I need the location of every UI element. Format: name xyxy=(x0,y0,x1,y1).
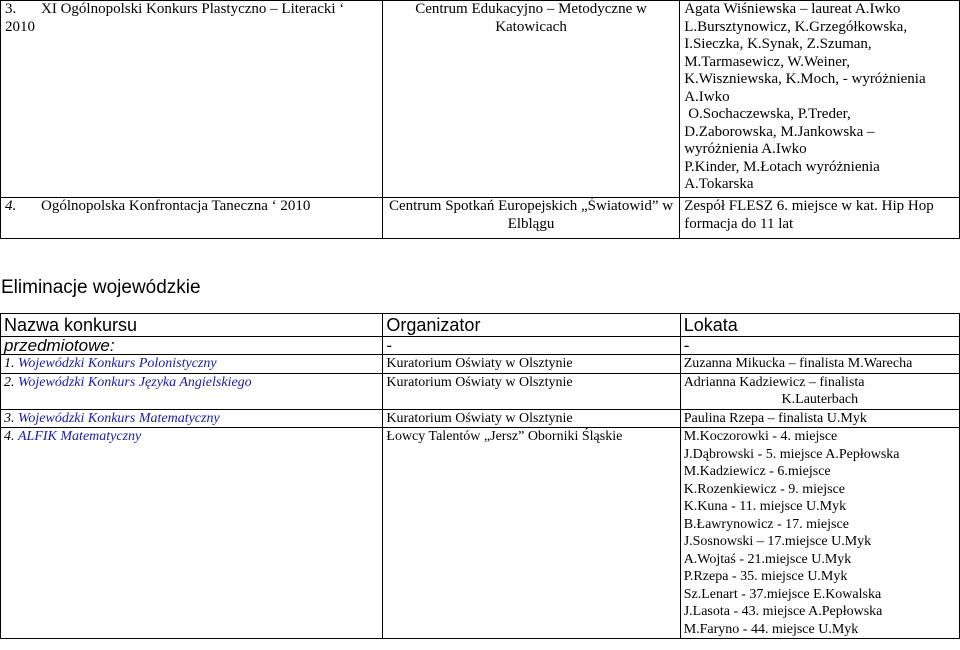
organizer-cell: Kuratorium Oświaty w Olsztynie xyxy=(383,409,680,428)
result-line: D.Zaborowska, M.Jankowska – xyxy=(684,123,875,140)
row-number: 4. xyxy=(4,429,15,444)
result-line: P.Rzepa - 35. miejsce U.Myk xyxy=(683,569,848,584)
table-row xyxy=(1,1,960,198)
result-line: A.Tokarska xyxy=(684,176,754,192)
table-row xyxy=(1,409,960,428)
result-line: P.Kinder, M.Łotach wyróżnienia xyxy=(684,158,880,175)
results-cell xyxy=(680,409,959,428)
subheader-place: - xyxy=(680,337,959,355)
row-number: 3. xyxy=(5,1,17,17)
result-line: K.Kuna - 11. miejsce U.Myk xyxy=(683,499,847,514)
results-cell xyxy=(680,198,960,239)
competition-name: ALFIK Matematyczny xyxy=(18,429,142,444)
result-line: K.Lauterbach xyxy=(781,392,859,407)
organizer-cell xyxy=(382,1,679,198)
result-line: Paulina Rzepa – finalista U.Myk xyxy=(683,410,867,426)
result-line: M.Kadziewicz - 6.miejsce xyxy=(683,464,831,479)
competition-results-table-regional xyxy=(0,313,960,639)
result-line: Sz.Lenart - 37.miejsce E.Kowalska xyxy=(683,586,882,602)
results-cell xyxy=(680,428,959,639)
competition-results-table-national xyxy=(0,0,960,239)
result-line: J.Dąbrowski - 5. miejsce A.Pepłowska xyxy=(683,446,900,462)
competition-name-cell xyxy=(1,428,383,639)
result-line: K.Wiszniewska, K.Moch, - wyróżnienia xyxy=(684,71,926,87)
organizer-cell xyxy=(382,198,679,239)
competition-name-cell xyxy=(1,355,383,374)
result-line: Zuzanna Mikucka – finalista M.Warecha xyxy=(683,356,913,371)
competition-name: Wojewódzki Konkurs Języka Angielskiego xyxy=(18,374,252,390)
competition-name-cell xyxy=(1,409,383,428)
column-header-name: Nazwa konkursu xyxy=(1,314,383,337)
result-line: J.Sosnowski – 17.miejsce U.Myk xyxy=(683,534,872,549)
organizer-name: Centrum Edukacyjno – Metodyczne w Katowicach xyxy=(415,1,647,35)
organizer-name: Centrum Spotkań Europejskich „Światowid” w Elblągu xyxy=(388,198,674,232)
result-line: B.Ławrynowicz - 17. miejsce xyxy=(683,516,849,532)
competition-name-cell xyxy=(1,373,383,409)
row-number: 2. xyxy=(4,374,15,390)
table-header-row xyxy=(1,314,960,337)
competition-name: Wojewódzki Konkurs Polonistyczny xyxy=(18,356,217,371)
result-line: A.Iwko xyxy=(684,88,730,105)
subheader-organizer: - xyxy=(383,337,680,355)
table-subheader-row xyxy=(1,337,960,355)
result-line: M.Tarmasewicz, W.Weiner, xyxy=(684,53,851,70)
result-line: Zespół FLESZ 6. miejsce w kat. Hip Hop xyxy=(684,198,934,214)
organizer-cell: Kuratorium Oświaty w Olsztynie xyxy=(383,355,680,374)
table-row xyxy=(1,428,960,639)
result-line: O.Sochaczewska, P.Treder, xyxy=(688,106,851,122)
row-number: 1. xyxy=(4,356,15,371)
competition-name: Wojewódzki Konkurs Matematyczny xyxy=(18,410,220,426)
result-line: M.Faryno - 44. miejsce U.Myk xyxy=(683,621,859,637)
column-header-place: Lokata xyxy=(680,314,959,337)
competition-name: Ogólnopolska Konfrontacja Taneczna ‘ 2010 xyxy=(41,198,311,214)
results-cell xyxy=(680,373,959,409)
results-cell xyxy=(680,1,960,198)
table-row xyxy=(1,373,960,409)
row-number: 3. xyxy=(4,410,15,426)
result-line: K.Rozenkiewicz - 9. miejsce xyxy=(683,481,846,497)
organizer-cell: Kuratorium Oświaty w Olsztynie xyxy=(383,373,680,409)
organizer-cell: Łowcy Talentów „Jersz” Oborniki Śląskie xyxy=(383,428,680,639)
result-line: M.Koczorowki - 4. miejsce xyxy=(683,429,838,444)
subheader-category-label: przedmiotowe: xyxy=(4,336,115,355)
result-line: Agata Wiśniewska – laureat A.Iwko xyxy=(684,1,901,17)
column-header-organizer: Organizator xyxy=(383,314,680,337)
section-title: Eliminacje wojewódzkie xyxy=(1,277,201,298)
table-row xyxy=(1,198,960,239)
result-line: I.Sieczka, K.Synak, Z.Szuman, xyxy=(684,36,872,52)
competition-name-cell xyxy=(1,1,383,198)
result-line: L.Bursztynowicz, K.Grzegółkowska, xyxy=(684,18,908,35)
result-line: J.Lasota - 43. miejsce A.Pepłowska xyxy=(683,604,883,619)
result-line: A.Wojtaś - 21.miejsce U.Myk xyxy=(683,551,852,567)
result-line: wyróżnienia A.Iwko xyxy=(684,141,807,157)
competition-name-cell xyxy=(1,198,383,239)
table-row xyxy=(1,355,960,374)
subheader-category xyxy=(1,337,383,355)
results-cell xyxy=(680,355,959,374)
competition-name: XI Ogólnopolski Konkurs Plastyczno – Literacki ‘ 2010 xyxy=(5,1,345,35)
row-number: 4. xyxy=(5,198,17,214)
result-line: Adrianna Kadziewicz – finalista xyxy=(683,374,865,390)
result-line: formacja do 11 lat xyxy=(684,215,794,232)
